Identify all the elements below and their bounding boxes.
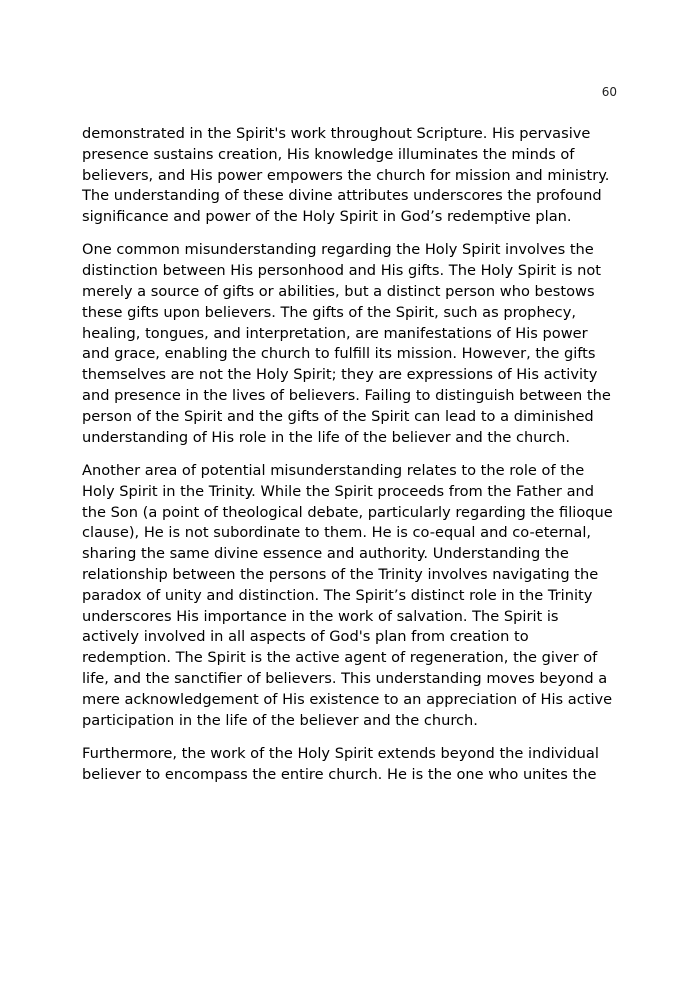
paragraph-1: demonstrated in the Spirit's work throughout Scripture. His pervasive presence sustains creation, His knowledge illuminates the minds of believers, and His power empowers the church for mission and ministry. The understanding of these divine attributes underscores the profound significance and power of the Holy Spirit in God’s redemptive plan. [82,125,610,226]
paragraph-3: Another area of potential misunderstanding relates to the role of the Holy Spirit in the Trinity. While the Spirit proceeds from the Father and the Son (a point of theological debate, particularly regarding the filioque clause), He is not subordinate to them. He is co-equal and co-eternal, sharing the same divine essence and authority. Understanding the relationship between the persons of the Trinity involves navigating the paradox of unity and distinction. The Spirit’s distinct role in the Trinity underscores His importance in the work of salvation. The Spirit is actively involved in all aspects of God's plan from creation to redemption. The Spirit is the active agent of regeneration, the giver of life, and the sanctifier of believers. This understanding moves beyond a mere acknowledgement of His existence to an appreciation of His active participation in the life of the believer and the church. [82,461,613,729]
paragraph-2: One common misunderstanding regarding the Holy Spirit involves the distinction between His personhood and His gifts. The Holy Spirit is not merely a source of gifts or abilities, but a distinct person who bestows these gifts upon believers. The gifts of the Spirit, such as prophecy, healing, tongues, and interpretation, are manifestations of His power and grace, enabling the church to fulfill its mission. However, the gifts themselves are not the Holy Spirit; they are expressions of His activity and presence in the lives of believers. Failing to distinguish between the person of the Spirit and the gifts of the Spirit can lead to a diminished understanding of His role in the life of the believer and the church. [82,241,611,446]
page-number: 60 [601,85,617,99]
body-text [82,124,618,798]
paragraph-4: Furthermore, the work of the Holy Spirit extends beyond the individual believer to encompass the entire church. He is the one who unites the [82,744,599,783]
